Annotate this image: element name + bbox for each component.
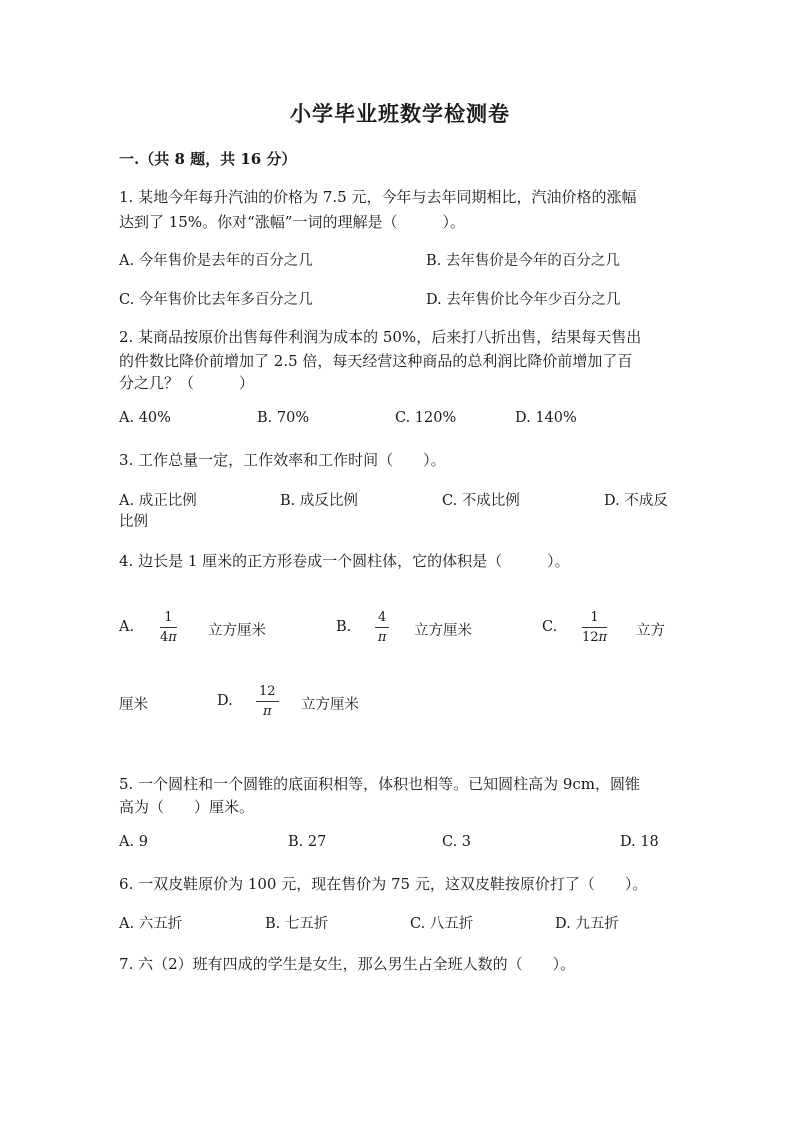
question-2-option-c: C. 120% — [395, 410, 457, 426]
question-6-option-a: A. 六五折 — [119, 916, 183, 932]
pi-symbol: π — [377, 630, 387, 645]
fraction-numerator: 1 — [164, 610, 173, 625]
question-6-line-1: 6. 一双皮鞋原价为 100 元，现在售价为 75 元，这双皮鞋按原价打了（ ）。 — [119, 875, 648, 893]
pi-symbol: π — [263, 704, 272, 719]
fraction-numerator: 1 — [590, 610, 599, 625]
question-4-option-c-unit-part-1: 立方 — [636, 623, 665, 639]
denominator-number: 12 — [582, 630, 599, 645]
denominator-number: 4 — [160, 630, 169, 645]
page-title: 小学毕业班数学检测卷 — [290, 101, 510, 126]
question-6-option-d: D. 九五折 — [555, 916, 619, 932]
question-4-option-b-fraction — [375, 611, 389, 644]
question-5-line-2: 高为（ ）厘米。 — [119, 798, 255, 816]
fraction-denominator — [160, 628, 177, 644]
question-1-option-d: D. 去年售价比今年少百分之几 — [426, 292, 621, 308]
question-1-option-c: C. 今年售价比去年多百分之几 — [119, 292, 313, 308]
question-5-line-1: 5. 一个圆柱和一个圆锥的底面积相等，体积也相等。已知圆柱高为 9cm，圆锥 — [119, 775, 641, 793]
question-3-option-b: B. 成反比例 — [280, 493, 358, 509]
question-5-option-b: B. 27 — [288, 834, 327, 850]
question-3-line-1: 3. 工作总量一定，工作效率和工作时间（ ）。 — [119, 451, 446, 469]
question-3-option-d: D. 不成反 — [604, 493, 668, 509]
question-4-option-b-unit: 立方厘米 — [414, 623, 472, 639]
fraction-denominator — [582, 628, 607, 644]
question-2-line-2: 的件数比降价前增加了 2.5 倍，每天经营这种商品的总利润比降价前增加了百 — [119, 352, 633, 370]
question-1-line-1: 1. 某地今年每升汽油的价格为 7.5 元，今年与去年同期相比，汽油价格的涨幅 — [119, 188, 637, 206]
pi-symbol: π — [598, 630, 608, 645]
fraction-denominator — [378, 628, 387, 644]
question-4-option-a-fraction — [160, 611, 177, 644]
question-4-option-c-label: C. — [542, 619, 558, 635]
question-4-option-d-fraction — [256, 685, 279, 718]
question-2-option-a: A. 40% — [119, 410, 171, 426]
question-6-option-b: B. 七五折 — [265, 916, 329, 932]
question-4-option-c-unit-part-2: 厘米 — [119, 697, 148, 713]
pi-symbol: π — [168, 630, 177, 645]
fraction-numerator: 4 — [378, 610, 387, 625]
section-heading: 一.（共 8 题，共 16 分） — [119, 150, 297, 168]
fraction-numerator: 12 — [259, 684, 276, 699]
question-2-option-b: B. 70% — [257, 410, 310, 426]
question-3-option-d-continued: 比例 — [119, 514, 148, 530]
question-4-line-1: 4. 边长是 1 厘米的正方形卷成一个圆柱体，它的体积是（ ）。 — [119, 552, 570, 570]
question-5-option-d: D. 18 — [620, 834, 659, 850]
question-1-line-2: 达到了 15%。你对“涨幅”一词的理解是（ ）。 — [119, 213, 465, 231]
question-4-option-d-unit: 立方厘米 — [301, 697, 359, 713]
question-1-option-b: B. 去年售价是今年的百分之几 — [426, 253, 620, 269]
question-4-option-a-unit: 立方厘米 — [208, 623, 266, 639]
question-2-line-3: 分之几？（ ） — [119, 374, 255, 392]
question-1-option-a: A. 今年售价是去年的百分之几 — [119, 253, 313, 269]
question-3-option-c: C. 不成比例 — [442, 493, 520, 509]
fraction-denominator — [263, 702, 272, 718]
question-6-option-c: C. 八五折 — [410, 916, 474, 932]
question-4-option-d-label: D. — [217, 693, 233, 709]
question-4-option-c-fraction — [582, 611, 607, 644]
question-4-option-b-label: B. — [336, 619, 352, 635]
question-4-option-a-label: A. — [119, 619, 135, 635]
question-3-option-a: A. 成正比例 — [119, 493, 197, 509]
question-5-option-c: C. 3 — [442, 834, 472, 850]
question-2-line-1: 2. 某商品按原价出售每件利润为成本的 50%，后来打八折出售，结果每天售出 — [119, 328, 642, 346]
question-7-line-1: 7. 六（2）班有四成的学生是女生，那么男生占全班人数的（ ）。 — [119, 955, 576, 973]
question-5-option-a: A. 9 — [119, 834, 148, 850]
question-2-option-d: D. 140% — [515, 410, 577, 426]
